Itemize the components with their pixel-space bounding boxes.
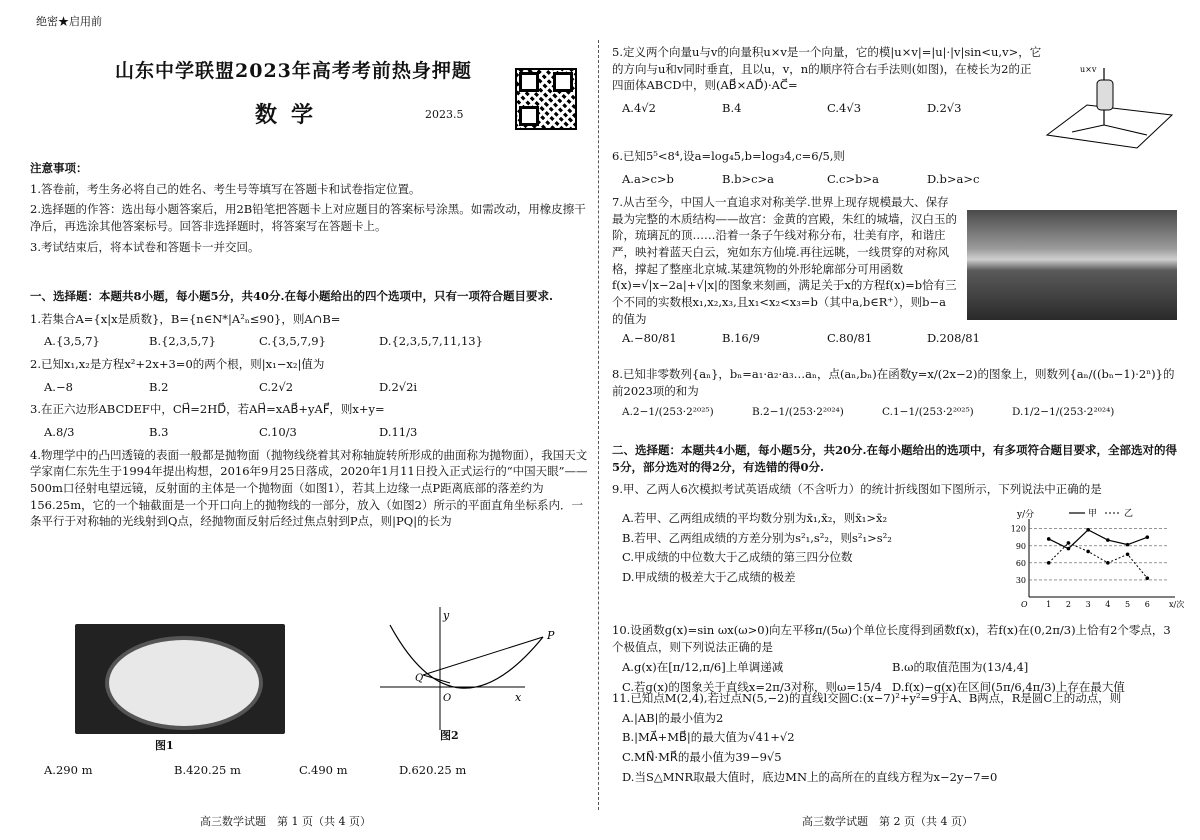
parabola-curve — [390, 625, 543, 688]
notice-item: 1.答卷前，考生务必将自己的姓名、考生号等填写在答题卡和试卷指定位置。 — [30, 181, 421, 196]
y-axis-label: y — [443, 609, 450, 622]
ray-in — [423, 675, 450, 683]
exam-date: 2023.5 — [425, 108, 464, 121]
page-divider — [598, 40, 599, 810]
chart-series-line-jia — [1049, 530, 1148, 549]
chart-x-tick-label: 5 — [1125, 600, 1131, 609]
question-6-options — [612, 171, 1182, 188]
option: B.2−1/(253·2²⁰²⁴) — [752, 406, 844, 419]
figure-2-caption: 图2 — [440, 729, 459, 742]
ray-qp — [423, 637, 543, 675]
section-2-heading: 二、选择题：本题共4小题，每小题5分，共20分.在每小题给出的选项中，有多项符合题目要求，全部选对的得5分，部分选对的得2分，有选错的得0分. — [612, 443, 1178, 474]
chart-point-jia — [1145, 535, 1149, 539]
point-q-label: Q — [415, 673, 424, 684]
option: A.2−1/(253·2²⁰²⁵) — [622, 406, 714, 419]
right-hand-rule-diagram — [1042, 60, 1177, 150]
chart-point-jia — [1126, 543, 1130, 547]
option: C.c>b>a — [827, 171, 879, 186]
question-7: 7.从古至今，中国人一直追求对称美学.世界上现存规模最大、保存最为完整的木质结构——故宫：金黄的宫殿，朱红的城墙，汉白玉的阶，琉璃瓦的顶……沿着一条子午线对称分布，壮美有序，和谐庄严，映衬着蓝天白云，宛如东方仙境.再往远眺，一线贯穿的对称风格，撑起了整座北京城.某建筑物的外形轮廓部分可用函数f(x)=√|x−2a|+√|x|的图象来刻画，满足关于x的方程f(x)=b恰有三个不同的实数根x₁,x₂,x₃,且x₁<x₂<x₃=b（其中a,b∈R⁺），则b−a的值为 — [612, 195, 957, 326]
chart-x-tick-label: 1 — [1046, 600, 1052, 609]
chart-ylabel: y/分 — [1017, 510, 1035, 520]
option: B.若甲、乙两组成绩的方差分别为s²₁,s²₂，则s²₁>s²₂ — [622, 530, 892, 545]
option: C.1−1/(253·2²⁰²⁵) — [882, 406, 974, 419]
hand-shape — [1097, 80, 1113, 110]
question-3-options — [30, 424, 590, 441]
score-line-chart — [1007, 505, 1185, 610]
question-7-block — [612, 194, 957, 327]
page-footer: 高三数学试题 第 1 页（共 4 页） — [200, 815, 371, 829]
option: D.f(x)−g(x)在区间(5π/6,4π/3)上存在最大值 — [892, 680, 1125, 695]
chart-point-yi — [1067, 541, 1071, 545]
chart-series-line-yi — [1049, 543, 1148, 578]
right-page — [612, 0, 1185, 840]
chart-point-jia — [1047, 537, 1051, 541]
option: B.ω的取值范围为(13/4,4] — [892, 660, 1029, 675]
section-1-heading: 一、选择题：本题共8小题，每小题5分，共40分.在每小题给出的四个选项中，只有一项符合题目要求. — [30, 289, 554, 303]
option: D.{2,3,5,7,11,13} — [379, 334, 483, 349]
option: C.若g(x)的图象关于直线x=2π/3对称，则ω=15/4 — [622, 680, 882, 695]
question-2: 2.已知x₁,x₂是方程x²+2x+3=0的两个根，则|x₁−x₂|值为 — [30, 357, 325, 372]
option: C.{3,5,7,9} — [259, 334, 326, 349]
question-9: 9.甲、乙两人6次模拟考试英语成绩（不含听力）的统计折线图如下图所示，下列说法中正确的是 — [612, 482, 1102, 497]
chart-xlabel: x/次 — [1169, 600, 1185, 609]
option: C.490 m — [299, 763, 348, 777]
chart-point-yi — [1106, 561, 1110, 565]
question-1-options — [30, 333, 590, 350]
question-10: 10.设函数g(x)=sin ωx(ω>0)向左平移π/(5ω)个单位长度得到函数f(x)，若f(x)在(0,2π/3)上恰有2个零点，3个极值点，则下列说法正确的是 — [612, 623, 1171, 654]
x-axis-label: x — [515, 691, 522, 704]
notice-block — [30, 160, 590, 255]
question-3: 3.在正六边形ABCDEF中，CH⃗=2HD⃗，若AH⃗=xAB⃗+yAF⃗，则x+y= — [30, 402, 385, 417]
option: A.|AB|的最小值为2 — [622, 710, 724, 725]
option: C.MN⃗·MR⃗的最小值为39−9√5 — [622, 750, 782, 765]
option: B.b>c>a — [722, 171, 775, 186]
option: D.甲成绩的极差大于乙成绩的极差 — [622, 570, 796, 585]
chart-x-tick-label: 3 — [1085, 600, 1091, 609]
question-4: 4.物理学中的凸凹透镜的表面一般都是抛物面（抛物线绕着其对称轴旋转所形成的曲面称为抛物面），我国天文学家南仁东先生于1994年提出构想，2016年9月25日落成，2020年1月11日投入正式运行的“中国天眼”——500m口径射电望远镜，反射面的主体是一个抛物面（如图1），若其上边缘一点P距离底部的落差约为156.25m，它的一个轴截面是一个开口向上的抛物线的一部分，放入（如图2）所示的平面直角坐标系内．一条平行于对称轴的光线射到Q点，经抛物面反射后经过焦点射到P点，则|PQ|的长为 — [30, 447, 588, 529]
chart-point-yi — [1126, 553, 1130, 557]
chart-y-tick-label: 120 — [1010, 524, 1026, 534]
exam-title: 山东中学联盟2023年高考考前热身押题 — [115, 60, 472, 82]
option: D.b>a>c — [927, 171, 980, 186]
legend-label-jia: 甲 — [1088, 509, 1098, 519]
option: D.当S△MNR取最大值时，底边MN上的高所在的直线方程为x−2y−7=0 — [622, 769, 998, 784]
subject-title: 数学 — [255, 102, 328, 128]
option: D.2√2i — [379, 379, 418, 394]
notice-title: 注意事项： — [30, 161, 88, 175]
left-page — [30, 0, 590, 840]
option: A.−80/81 — [622, 331, 677, 345]
option: A.8/3 — [44, 425, 75, 440]
question-9-options — [612, 510, 1002, 586]
option: C.10/3 — [259, 425, 297, 440]
option: B.420.25 m — [174, 763, 241, 777]
option: A.若甲、乙两组成绩的平均数分别为x̄₁,x̄₂，则x̄₁>x̄₂ — [622, 511, 888, 525]
question-8: 8.已知非零数列{aₙ}，bₙ=a₁·a₂·a₃…aₙ，点(aₙ,bₙ)在函数y=x/(2x−2)的图象上，则数列{aₙ/((bₙ−1)·2ⁿ)}的前2023项的和为 — [612, 367, 1175, 398]
chart-y-tick-label: 90 — [1015, 541, 1026, 551]
option: D.11/3 — [379, 425, 418, 440]
option: B.|MA⃗+MB⃗|的最大值为√41+√2 — [622, 730, 795, 745]
option: D.620.25 m — [399, 763, 467, 777]
chart-point-yi — [1145, 576, 1149, 580]
question-5-options — [612, 100, 1042, 117]
chart-x-tick-label: 6 — [1144, 600, 1150, 609]
section-1 — [30, 288, 590, 530]
chart-point-yi — [1047, 561, 1051, 565]
option: D.208/81 — [927, 331, 980, 345]
question-1: 1.若集合A={x|x是质数}，B={n∈N*|A²ₙ≤90}，则A∩B= — [30, 311, 341, 326]
section-2 — [612, 442, 1182, 498]
origin-label: O — [443, 693, 452, 704]
uxv-label: u×v — [1080, 65, 1097, 74]
option: A.290 m — [44, 763, 93, 777]
option: B.3 — [149, 425, 169, 440]
chart-x-tick-label: 4 — [1105, 600, 1111, 609]
question-8-options — [612, 405, 1182, 420]
chart-y-tick-label: 30 — [1015, 575, 1026, 585]
chart-point-jia — [1086, 528, 1090, 532]
option: B.16/9 — [722, 331, 760, 345]
notice-item: 3.考试结束后，将本试卷和答题卡一并交回。 — [30, 239, 260, 254]
notice-item: 2.选择题的作答：选出每小题答案后，用2B铅笔把答题卡上对应题目的答案标号涂黑。如需改动，用橡皮擦干净后，再选涂其他答案标号。回答非选择题时，将答案写在答题卡上。 — [30, 202, 586, 234]
telescope-photo — [75, 624, 285, 734]
question-8-block — [612, 366, 1182, 421]
chart-y-tick-label: 60 — [1015, 558, 1026, 568]
question-6-block — [612, 148, 1182, 187]
option: C.2√2 — [259, 379, 294, 394]
option: A.a>c>b — [622, 171, 674, 186]
question-10-block — [612, 622, 1182, 696]
option: B.{2,3,5,7} — [149, 334, 216, 349]
option: A.{3,5,7} — [44, 334, 100, 349]
chart-point-jia — [1106, 538, 1110, 542]
question-11: 11.已知点M(2,4),若过点N(5,−2)的直线l交圆C:(x−7)²+y²=9于A、B两点，R是圆C上的动点，则 — [612, 691, 1122, 705]
option: A.4√2 — [622, 101, 656, 116]
chart-origin-label: O — [1021, 600, 1028, 609]
option: B.2 — [149, 379, 169, 394]
chart-x-tick-label: 2 — [1065, 600, 1071, 609]
question-7-options — [612, 330, 1172, 347]
question-5: 5.定义两个向量u与v的向量积u×v是一个向量，它的模|u×v|=|u|·|v|sin<u,v>，它的方向与u和v同时垂直，且以u，v，n的顺序符合右手法则(如图)，在棱长为2的正四面体ABCD中，则(AB⃗×AD⃗)·AC⃗= — [612, 45, 1042, 93]
question-5-block — [612, 44, 1042, 117]
forbidden-city-photo — [967, 210, 1177, 320]
vector-u — [1072, 125, 1104, 132]
question-6: 6.已知5⁵<8⁴,设a=log₄5,b=log₃4,c=6/5,则 — [612, 149, 845, 163]
vector-v — [1104, 125, 1147, 135]
legend-label-yi: 乙 — [1124, 509, 1134, 519]
confidential-note: 绝密★启用前 — [36, 15, 102, 28]
question-11-block — [612, 690, 1182, 785]
option: C.4√3 — [827, 101, 862, 116]
parabola-diagram — [375, 605, 565, 735]
option: D.1/2−1/(253·2²⁰²⁴) — [1012, 406, 1115, 419]
point-p-label: P — [547, 629, 555, 642]
figure-1-caption: 图1 — [155, 739, 174, 752]
option: B.4 — [722, 101, 742, 116]
qr-code — [515, 68, 577, 130]
option: A.−8 — [44, 379, 73, 394]
chart-point-jia — [1067, 547, 1071, 551]
option: D.2√3 — [927, 101, 962, 116]
chart-point-yi — [1086, 550, 1090, 554]
option: C.80/81 — [827, 331, 873, 345]
question-4-options — [30, 762, 590, 779]
option: A.g(x)在[π/12,π/6]上单调递减 — [622, 660, 784, 675]
option: C.甲成绩的中位数大于乙成绩的第三四分位数 — [622, 550, 853, 565]
question-2-options — [30, 379, 590, 396]
page-footer: 高三数学试题 第 2 页（共 4 页） — [802, 815, 973, 829]
